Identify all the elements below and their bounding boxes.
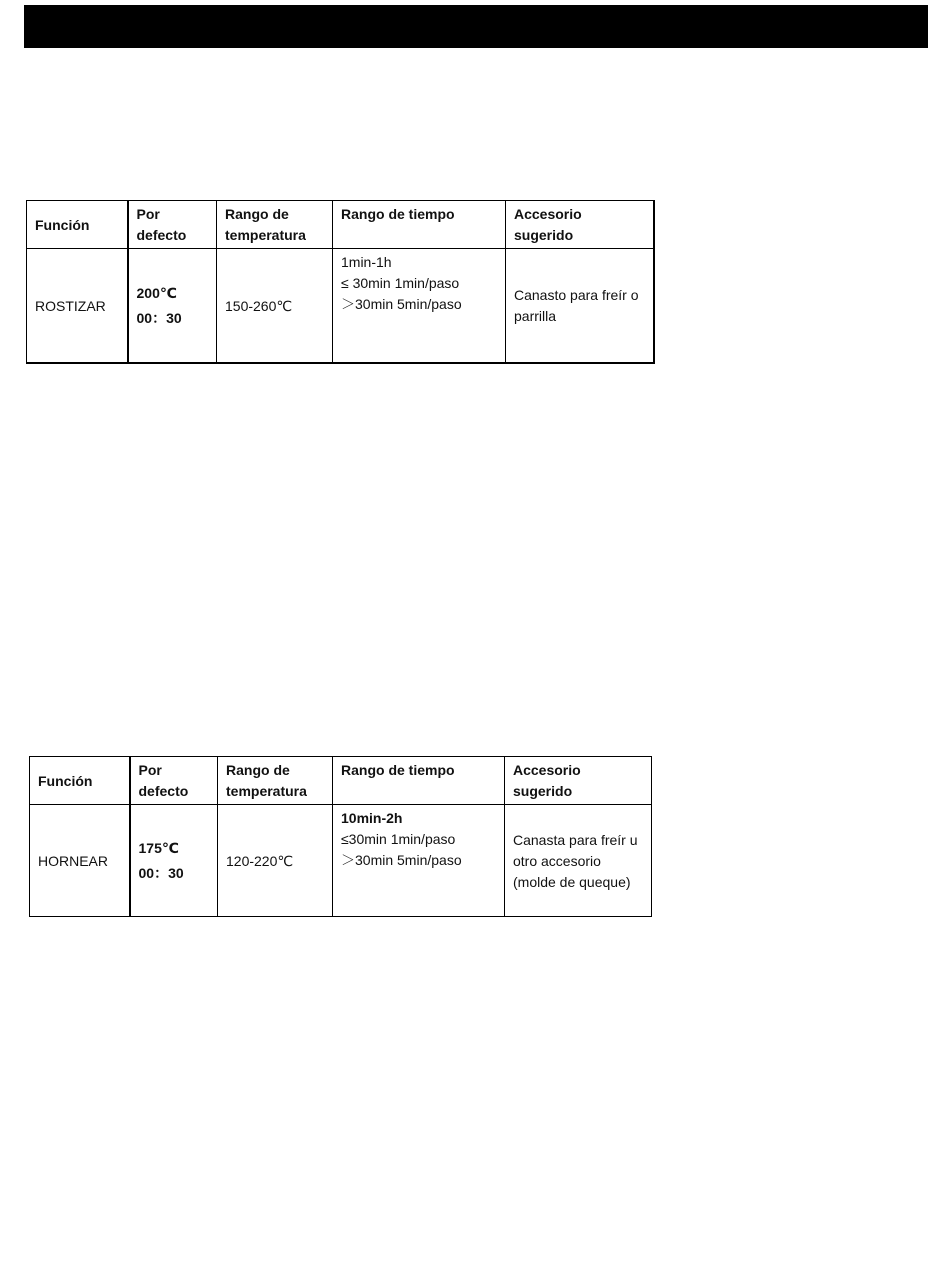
- time-range-line: 1min-1h: [341, 254, 392, 270]
- time-range-line: ≤ 30min 1min/paso: [341, 275, 460, 291]
- accessory-text: Canasta para freír u otro accesorio (molde de queque): [513, 831, 638, 890]
- default-time: 00：30: [138, 865, 184, 881]
- header-default: Por defecto: [130, 757, 218, 805]
- header-temp-range: Rango de temperatura: [217, 201, 333, 249]
- header-accessory: Accesorio sugerido: [506, 201, 654, 249]
- header-accessory: Accesorio sugerido: [505, 757, 652, 805]
- time-range-line: ＞30min 5min/paso: [341, 296, 462, 312]
- header-function: Función: [30, 757, 130, 805]
- header-function: Función: [27, 201, 128, 249]
- header-temp-range: Rango de temperatura: [218, 757, 333, 805]
- table-header-row: [27, 201, 654, 249]
- table-row: [27, 249, 654, 364]
- rostizar-table: [26, 200, 655, 364]
- header-default: Por defecto: [128, 201, 217, 249]
- function-cell: ROSTIZAR: [27, 249, 128, 364]
- time-range-cell: [333, 249, 506, 364]
- accessory-cell: [505, 805, 652, 917]
- default-time: 00：30: [136, 310, 182, 326]
- accessory-text: Canasto para freír o parrilla: [514, 287, 639, 324]
- time-range-line: ≤30min 1min/paso: [341, 831, 456, 847]
- time-range-cell: [333, 805, 505, 917]
- function-cell: HORNEAR: [30, 805, 130, 917]
- temp-range-cell: 120-220℃: [218, 805, 333, 917]
- time-range-line: ＞30min 5min/paso: [341, 852, 462, 868]
- hornear-table: [29, 756, 652, 917]
- header-bar: [24, 5, 928, 48]
- accessory-cell: [506, 249, 654, 364]
- default-cell: [128, 249, 217, 364]
- default-temperature: 200℃: [136, 285, 177, 301]
- table-row: [30, 805, 652, 917]
- table-header-row: [30, 757, 652, 805]
- time-range-line: 10min-2h: [341, 810, 403, 826]
- default-temperature: 175℃: [138, 840, 179, 856]
- header-time-range: Rango de tiempo: [333, 201, 506, 249]
- temp-range-cell: 150-260℃: [217, 249, 333, 364]
- default-cell: [130, 805, 218, 917]
- header-time-range: Rango de tiempo: [333, 757, 505, 805]
